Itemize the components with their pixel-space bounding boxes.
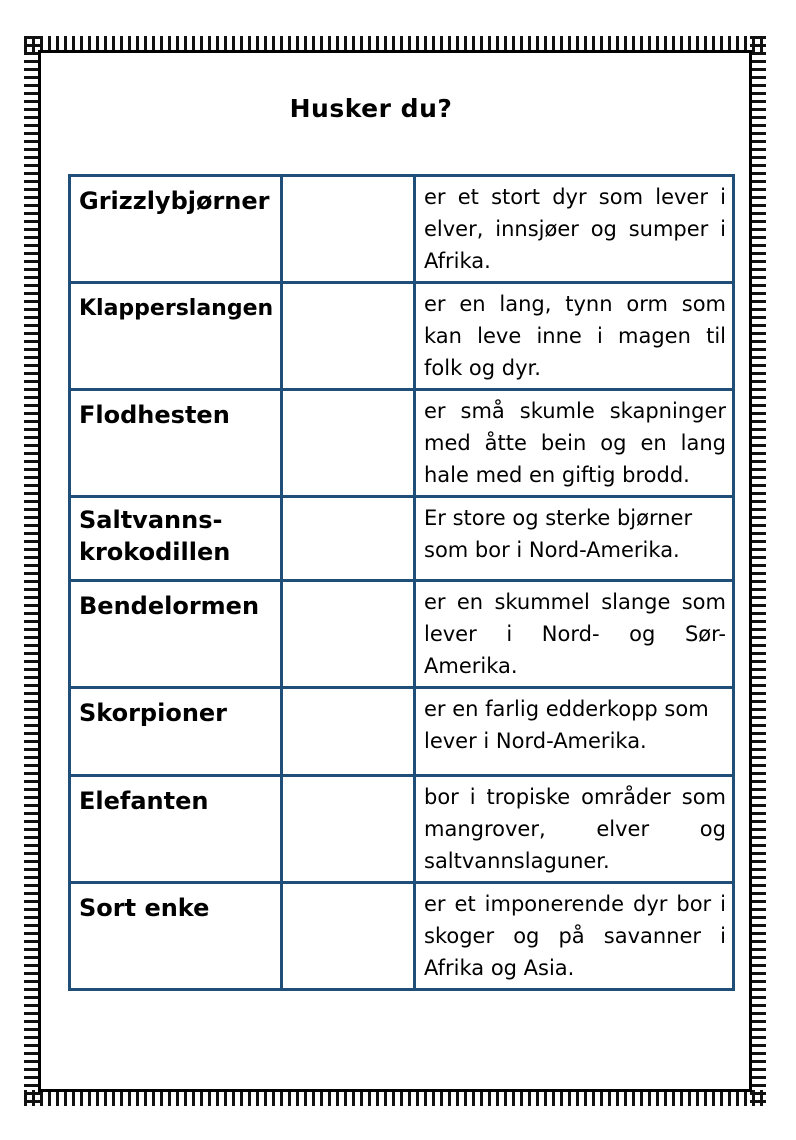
description-cell: er en lang, tynn orm som kan leve inne i magen til folk og dyr. (415, 283, 734, 390)
page-title: Husker du? (289, 94, 453, 123)
border-strip-bottom (24, 1090, 766, 1106)
answer-blank-cell[interactable] (282, 497, 415, 581)
border-strip-right (750, 36, 766, 1106)
description-cell: er en farlig edderkopp som lever i Nord-Amerika. (415, 688, 734, 776)
table-row (70, 176, 734, 283)
answer-blank-cell[interactable] (282, 776, 415, 883)
term-cell: Bendelormen (70, 581, 282, 688)
table-row (70, 581, 734, 688)
answer-blank-cell[interactable] (282, 283, 415, 390)
term-cell: Klapperslangen (70, 283, 282, 390)
term-cell: Skorpioner (70, 688, 282, 776)
table-row (70, 497, 734, 581)
description-cell: er en skummel slange som lever i Nord- og Sør-Amerika. (415, 581, 734, 688)
answer-blank-cell[interactable] (282, 581, 415, 688)
term-cell: Sort enke (70, 883, 282, 990)
term-cell: Saltvanns-krokodillen (70, 497, 282, 581)
description-cell: bor i tropiske områder som mangrover, elver og saltvannslaguner. (415, 776, 734, 883)
table-row (70, 883, 734, 990)
term-cell: Flodhesten (70, 390, 282, 497)
description-cell: er et imponerende dyr bor i skoger og på savanner i Afrika og Asia. (415, 883, 734, 990)
term-cell: Grizzlybjørner (70, 176, 282, 283)
table-row (70, 688, 734, 776)
description-cell: er et stort dyr som lever i elver, innsjøer og sumper i Afrika. (415, 176, 734, 283)
description-cell: Er store og sterke bjørner som bor i Nord-Amerika. (415, 497, 734, 581)
answer-blank-cell[interactable] (282, 390, 415, 497)
term-cell: Elefanten (70, 776, 282, 883)
answer-blank-cell[interactable] (282, 883, 415, 990)
description-cell: er små skumle skapninger med åtte bein og en lang hale med en giftig brodd. (415, 390, 734, 497)
answer-blank-cell[interactable] (282, 688, 415, 776)
table-row (70, 283, 734, 390)
matching-table (68, 174, 735, 991)
table-row (70, 390, 734, 497)
table-row (70, 776, 734, 883)
answer-blank-cell[interactable] (282, 176, 415, 283)
